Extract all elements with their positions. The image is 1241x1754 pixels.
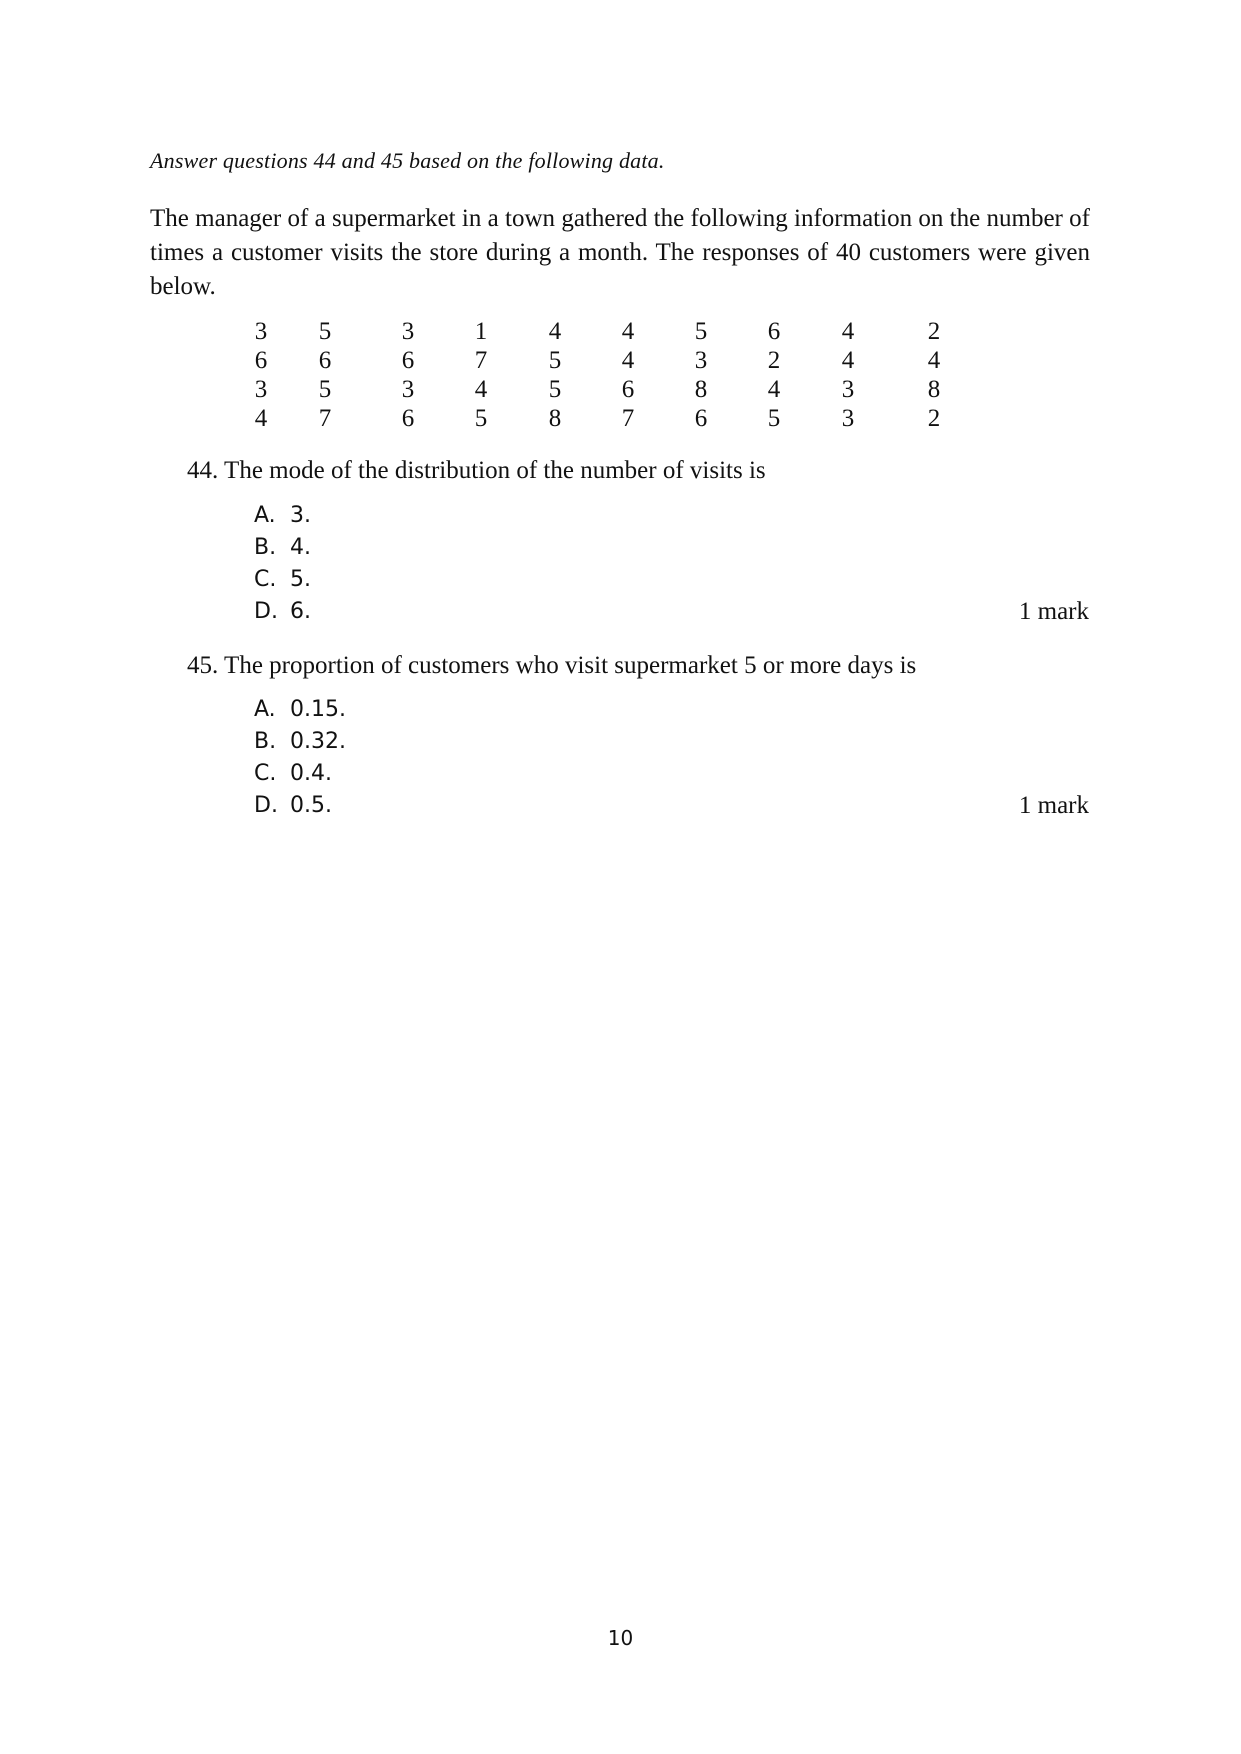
data-cell: 6 [318,347,332,374]
option-letter: A. [254,503,276,528]
data-cell: 3 [841,405,855,432]
data-cell: 5 [474,405,488,432]
data-cell: 3 [254,376,268,403]
option-letter: C. [254,567,277,592]
data-cell: 4 [621,347,635,374]
instruction-text: Answer questions 44 and 45 based on the following data. [150,148,665,173]
data-cell: 2 [927,318,941,345]
data-cell: 5 [548,376,562,403]
intro-paragraph: The manager of a supermarket in a town gathered the following information on the number of times a customer visits the store during a month. The responses of 40 customers were given below. [150,205,1090,300]
option-a [254,500,311,532]
data-cell: 6 [694,405,708,432]
data-cell: 7 [474,347,488,374]
data-cell: 7 [318,405,332,432]
option-letter: D. [254,599,278,624]
data-cell: 6 [401,405,415,432]
question-45-marks: 1 mark [1018,792,1089,819]
option-b [254,532,311,564]
data-cell: 4 [548,318,562,345]
option-letter: C. [254,761,277,786]
option-c [254,758,346,790]
option-text: 0.32. [290,729,346,754]
option-text: 0.15. [290,697,346,722]
data-cell: 5 [694,318,708,345]
data-cell: 6 [621,376,635,403]
option-d [254,596,311,628]
option-b [254,726,346,758]
data-cell: 4 [474,376,488,403]
question-45-options [254,694,346,822]
question-44-marks: 1 mark [1018,598,1089,625]
data-cell: 8 [694,376,708,403]
option-a [254,694,346,726]
data-cell: 6 [767,318,781,345]
data-cell: 8 [548,405,562,432]
question-44-stem: 44. The mode of the distribution of the number of visits is [187,457,766,484]
data-cell: 1 [474,318,488,345]
data-cell: 4 [254,405,268,432]
data-cell: 2 [927,405,941,432]
data-cell: 3 [254,318,268,345]
data-cell: 5 [318,318,332,345]
data-cell: 4 [767,376,781,403]
data-cell: 3 [401,318,415,345]
data-cell: 4 [621,318,635,345]
option-d [254,790,346,822]
page-number: 10 [607,1626,634,1650]
data-cell: 8 [927,376,941,403]
data-cell: 3 [401,376,415,403]
option-text: 6. [290,599,311,624]
data-cell: 7 [621,405,635,432]
option-letter: D. [254,793,278,818]
option-text: 3. [290,503,311,528]
option-letter: A. [254,697,276,722]
question-45-stem: 45. The proportion of customers who visit supermarket 5 or more days is [187,652,917,679]
data-cell: 2 [767,347,781,374]
option-text: 0.4. [290,761,332,786]
data-cell: 3 [694,347,708,374]
option-text: 5. [290,567,311,592]
option-letter: B. [254,535,277,560]
data-cell: 4 [927,347,941,374]
data-cell: 3 [841,376,855,403]
data-cell: 6 [401,347,415,374]
data-cell: 5 [767,405,781,432]
data-grid [0,317,1241,437]
data-cell: 4 [841,318,855,345]
option-text: 4. [290,535,311,560]
data-cell: 6 [254,347,268,374]
data-cell: 5 [548,347,562,374]
question-44-options [254,500,311,628]
data-cell: 4 [841,347,855,374]
option-c [254,564,311,596]
option-letter: B. [254,729,277,754]
data-cell: 5 [318,376,332,403]
option-text: 0.5. [290,793,332,818]
